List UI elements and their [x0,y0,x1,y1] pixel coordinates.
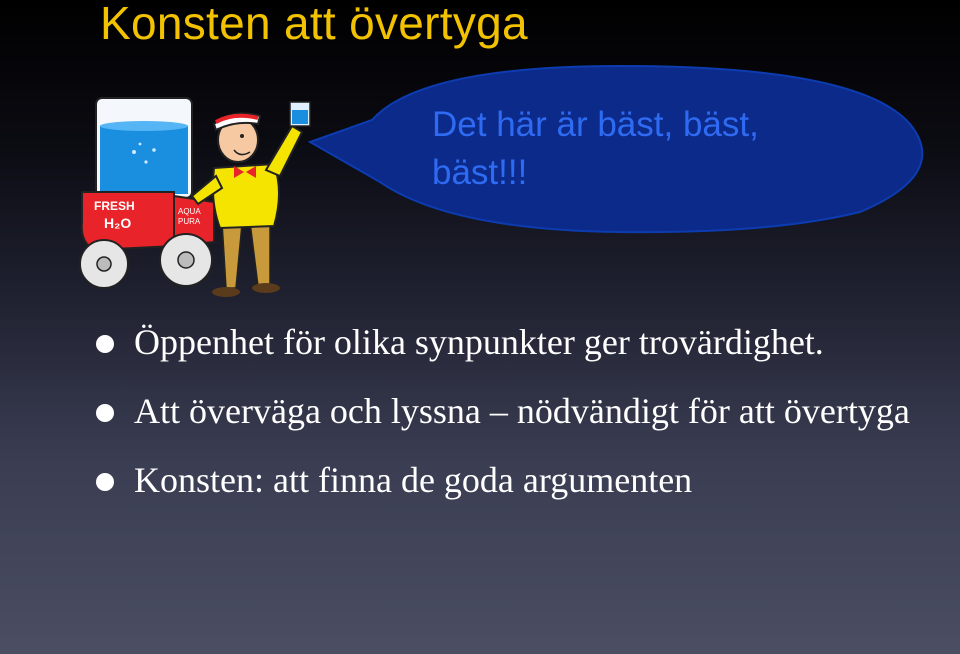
bullet-dot [96,335,114,353]
water-tank [96,98,192,198]
cart [80,192,214,288]
bullet-text: Konsten: att finna de goda argumenten [134,460,693,500]
speech-bubble-text: Det här är bäst, bäst, bäst!!! [432,105,759,192]
bullet-dot [96,473,114,491]
bullet-text: Att överväga och lyssna – nödvändigt för att övertyga [134,391,910,431]
cart-sign-line2: H₂O [104,215,132,231]
slide-title: Konsten att övertyga [100,0,528,49]
bullet-text: Öppenhet för olika synpunkter ger trovärdighet. [134,322,824,362]
bullet-item [96,389,936,434]
cart-label-line1: AQUA [178,207,201,216]
cart-label-line2: PURA [178,217,201,226]
bullet-dot [96,404,114,422]
water-vendor-illustration [74,92,324,302]
bullet-item [96,458,936,503]
bullet-list [96,320,936,527]
bullet-item [96,320,936,365]
cart-sign-line1: FRESH [94,199,135,213]
